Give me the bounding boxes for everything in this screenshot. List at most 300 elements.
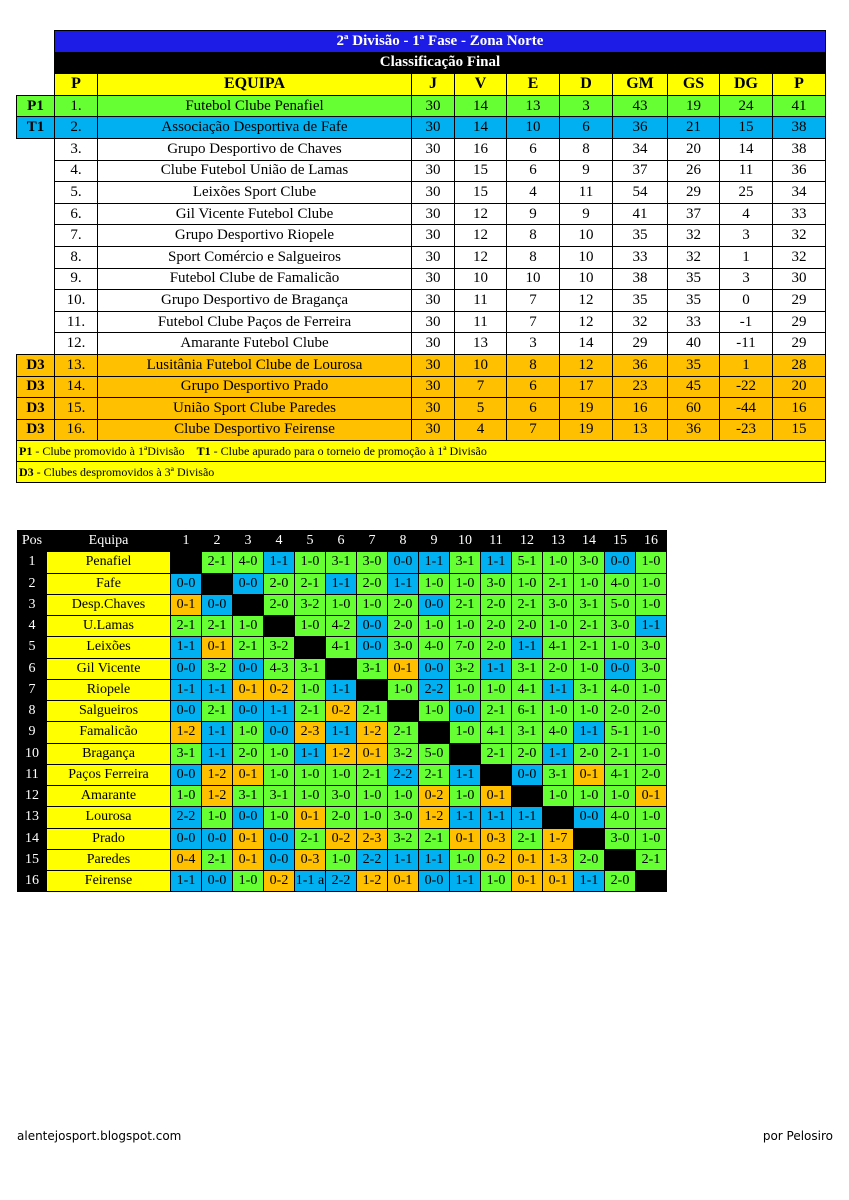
- match-result-cell: 0-0: [574, 807, 605, 828]
- cell-draws: 10: [507, 268, 560, 290]
- matrix-column-header: 9: [419, 531, 450, 552]
- matrix-position: 14: [18, 828, 47, 849]
- cell-goals-for: 33: [613, 246, 668, 268]
- cell-wins: 4: [455, 419, 507, 441]
- match-result-cell: 0-4: [171, 849, 202, 870]
- cell-goals-against: 45: [668, 376, 720, 398]
- match-result-cell: 2-0: [264, 594, 295, 615]
- cell-wins: 14: [455, 117, 507, 139]
- match-result-cell: 4-2: [326, 616, 357, 637]
- cell-wins: 15: [455, 182, 507, 204]
- match-result-cell: 0-1: [233, 849, 264, 870]
- cell-position: 7.: [55, 225, 98, 247]
- match-result-cell: 4-1: [543, 637, 574, 658]
- match-result-cell: 1-0: [636, 722, 667, 743]
- match-result-cell: 0-1: [202, 637, 233, 658]
- standings-row: [17, 290, 826, 312]
- match-result-cell: 1-1: [326, 722, 357, 743]
- status-tag: D3: [17, 398, 55, 420]
- cell-wins: 14: [455, 95, 507, 117]
- match-result-cell: 0-1: [233, 828, 264, 849]
- matrix-team: Desp.Chaves: [47, 594, 171, 615]
- matrix-row: [18, 722, 667, 743]
- match-result-cell: 2-0: [264, 573, 295, 594]
- match-result-cell: 1-1: [481, 552, 512, 573]
- match-result-cell: 4-1: [326, 637, 357, 658]
- cell-losses: 17: [560, 376, 613, 398]
- standings-row: [17, 246, 826, 268]
- match-result-cell: 1-1: [202, 743, 233, 764]
- cell-played: 30: [412, 268, 455, 290]
- cell-draws: 6: [507, 138, 560, 160]
- matrix-column-header: 16: [636, 531, 667, 552]
- match-result-cell: 3-1: [171, 743, 202, 764]
- cell-team: Grupo Desportivo de Chaves: [98, 138, 412, 160]
- standings-row: [17, 182, 826, 204]
- match-result-cell: 2-2: [171, 807, 202, 828]
- cell-wins: 5: [455, 398, 507, 420]
- cell-draws: 8: [507, 354, 560, 376]
- match-result-cell: 0-1: [512, 871, 543, 892]
- standings-row: [17, 398, 826, 420]
- match-result-cell: 0-1: [574, 764, 605, 785]
- matrix-team: Leixões: [47, 637, 171, 658]
- legend-row: [17, 441, 826, 462]
- match-result-cell: 2-2: [326, 871, 357, 892]
- matrix-team: Salgueiros: [47, 701, 171, 722]
- match-result-cell: 1-1: [543, 679, 574, 700]
- cell-goals-for: 13: [613, 419, 668, 441]
- cell-losses: 10: [560, 268, 613, 290]
- match-result-cell: 0-1: [295, 807, 326, 828]
- matrix-position: 16: [18, 871, 47, 892]
- standings-title: 2ª Divisão - 1ª Fase - Zona Norte: [55, 31, 826, 53]
- match-result-cell: 2-1: [419, 828, 450, 849]
- match-result-cell: 1-0: [388, 786, 419, 807]
- match-result-cell: 0-2: [326, 701, 357, 722]
- cell-goals-against: 36: [668, 419, 720, 441]
- match-result-cell: 1-0: [605, 786, 636, 807]
- footer-site: alentejosport.blogspot.com: [17, 1129, 182, 1143]
- cell-points: 29: [773, 290, 826, 312]
- matrix-self-cell: [388, 701, 419, 722]
- match-result-cell: 2-0: [605, 871, 636, 892]
- cell-points: 33: [773, 203, 826, 225]
- match-result-cell: 1-0: [357, 807, 388, 828]
- matrix-self-cell: [202, 573, 233, 594]
- match-result-cell: 1-0: [636, 594, 667, 615]
- cell-played: 30: [412, 160, 455, 182]
- cell-team: Gil Vicente Futebol Clube: [98, 203, 412, 225]
- match-result-cell: 3-1: [326, 552, 357, 573]
- cell-goal-difference: 1: [720, 354, 773, 376]
- match-result-cell: 3-0: [636, 658, 667, 679]
- matrix-row: [18, 807, 667, 828]
- cell-goals-against: 37: [668, 203, 720, 225]
- cell-goals-for: 41: [613, 203, 668, 225]
- cell-goal-difference: 4: [720, 203, 773, 225]
- matrix-row: [18, 637, 667, 658]
- cell-draws: 9: [507, 203, 560, 225]
- match-result-cell: 0-0: [202, 871, 233, 892]
- cell-position: 11.: [55, 311, 98, 333]
- standings-row: [17, 268, 826, 290]
- match-result-cell: 0-0: [388, 552, 419, 573]
- cell-goals-against: 20: [668, 138, 720, 160]
- cell-goals-against: 26: [668, 160, 720, 182]
- matrix-self-cell: [295, 637, 326, 658]
- cell-goals-for: 36: [613, 117, 668, 139]
- matrix-row: [18, 786, 667, 807]
- cell-played: 30: [412, 290, 455, 312]
- cell-losses: 19: [560, 398, 613, 420]
- matrix-pos-header: Pos: [18, 531, 47, 552]
- match-result-cell: 1-2: [419, 807, 450, 828]
- cell-goals-against: 35: [668, 268, 720, 290]
- matrix-column-header: 12: [512, 531, 543, 552]
- cell-losses: 12: [560, 311, 613, 333]
- matrix-position: 6: [18, 658, 47, 679]
- cell-played: 30: [412, 376, 455, 398]
- match-result-cell: 1-0: [543, 552, 574, 573]
- match-result-cell: 3-0: [481, 573, 512, 594]
- matrix-team: Lourosa: [47, 807, 171, 828]
- match-result-cell: 1-0: [450, 573, 481, 594]
- cell-losses: 8: [560, 138, 613, 160]
- cell-losses: 11: [560, 182, 613, 204]
- match-result-cell: 5-0: [419, 743, 450, 764]
- cell-losses: 19: [560, 419, 613, 441]
- match-result-cell: 1-0: [264, 743, 295, 764]
- matrix-self-cell: [419, 722, 450, 743]
- cell-position: 4.: [55, 160, 98, 182]
- match-result-cell: 2-0: [605, 701, 636, 722]
- match-result-cell: 4-0: [233, 552, 264, 573]
- matrix-row: [18, 701, 667, 722]
- match-result-cell: 1-1: [326, 679, 357, 700]
- matrix-column-header: 2: [202, 531, 233, 552]
- match-result-cell: 1-0: [636, 807, 667, 828]
- match-result-cell: 2-1: [574, 616, 605, 637]
- header-played: J: [412, 74, 455, 96]
- cell-wins: 7: [455, 376, 507, 398]
- matrix-position: 7: [18, 679, 47, 700]
- standings-row: [17, 117, 826, 139]
- legend-promotion: P1 - Clube promovido à 1ªDivisão T1 - Clube apurado para o torneio de promoção à 1ª Divisão: [17, 441, 826, 462]
- match-result-cell: 2-1: [357, 764, 388, 785]
- match-result-cell: 1-1: [388, 573, 419, 594]
- match-result-cell: 1-0: [233, 722, 264, 743]
- cell-points: 16: [773, 398, 826, 420]
- match-result-cell: 3-1: [295, 658, 326, 679]
- cell-draws: 4: [507, 182, 560, 204]
- matrix-row: [18, 849, 667, 870]
- match-result-cell: 0-0: [264, 828, 295, 849]
- match-result-cell: 3-1: [264, 786, 295, 807]
- cell-wins: 12: [455, 225, 507, 247]
- cell-wins: 13: [455, 333, 507, 355]
- cell-played: 30: [412, 311, 455, 333]
- match-result-cell: 1-0: [481, 871, 512, 892]
- cell-goal-difference: -44: [720, 398, 773, 420]
- match-result-cell: 0-0: [357, 616, 388, 637]
- matrix-team: U.Lamas: [47, 616, 171, 637]
- matrix-team: Prado: [47, 828, 171, 849]
- match-result-cell: 1-0: [264, 764, 295, 785]
- match-result-cell: 2-0: [326, 807, 357, 828]
- cell-losses: 12: [560, 290, 613, 312]
- cell-points: 29: [773, 333, 826, 355]
- matrix-row: [18, 871, 667, 892]
- match-result-cell: 1-1: [512, 637, 543, 658]
- cell-draws: 13: [507, 95, 560, 117]
- match-result-cell: 1-1: [450, 871, 481, 892]
- cell-goal-difference: 24: [720, 95, 773, 117]
- match-result-cell: 6-1: [512, 701, 543, 722]
- match-result-cell: 3-2: [202, 658, 233, 679]
- matrix-row: [18, 828, 667, 849]
- matrix-row: [18, 552, 667, 573]
- cell-goal-difference: 11: [720, 160, 773, 182]
- cell-played: 30: [412, 398, 455, 420]
- cell-goal-difference: -23: [720, 419, 773, 441]
- match-result-cell: 1-0: [419, 573, 450, 594]
- cell-points: 32: [773, 225, 826, 247]
- match-result-cell: 2-0: [543, 658, 574, 679]
- cell-team: Clube Desportivo Feirense: [98, 419, 412, 441]
- matrix-row: [18, 594, 667, 615]
- header-draws: E: [507, 74, 560, 96]
- cell-team: Clube Futebol União de Lamas: [98, 160, 412, 182]
- cell-played: 30: [412, 225, 455, 247]
- match-result-cell: 0-1: [450, 828, 481, 849]
- cell-draws: 7: [507, 311, 560, 333]
- match-result-cell: 2-0: [357, 573, 388, 594]
- match-result-cell: 1-1: [481, 658, 512, 679]
- match-result-cell: 3-1: [543, 764, 574, 785]
- cell-goals-for: 43: [613, 95, 668, 117]
- match-result-cell: 2-1: [171, 616, 202, 637]
- match-result-cell: 4-1: [605, 764, 636, 785]
- header-goals-against: GS: [668, 74, 720, 96]
- matrix-column-header: 10: [450, 531, 481, 552]
- match-result-cell: 4-0: [605, 573, 636, 594]
- cell-draws: 8: [507, 225, 560, 247]
- match-result-cell: 0-1: [171, 594, 202, 615]
- match-result-cell: 2-1: [419, 764, 450, 785]
- match-result-cell: 3-2: [264, 637, 295, 658]
- matrix-self-cell: [605, 849, 636, 870]
- cell-goals-against: 60: [668, 398, 720, 420]
- cell-played: 30: [412, 246, 455, 268]
- matrix-position: 2: [18, 573, 47, 594]
- match-result-cell: 2-1: [295, 573, 326, 594]
- cell-points: 28: [773, 354, 826, 376]
- match-result-cell: 0-1: [512, 849, 543, 870]
- cell-losses: 6: [560, 117, 613, 139]
- match-result-cell: 1-0: [636, 573, 667, 594]
- match-result-cell: 3-0: [605, 616, 636, 637]
- match-result-cell: 2-1: [202, 616, 233, 637]
- cell-goals-for: 38: [613, 268, 668, 290]
- match-result-cell: 1-0: [171, 786, 202, 807]
- match-result-cell: 1-0: [450, 722, 481, 743]
- match-result-cell: 1-0: [326, 849, 357, 870]
- match-result-cell: 2-1: [357, 701, 388, 722]
- match-result-cell: 3-1: [512, 722, 543, 743]
- match-result-cell: 2-2: [419, 679, 450, 700]
- match-result-cell: 3-0: [388, 637, 419, 658]
- match-result-cell: 4-0: [543, 722, 574, 743]
- match-result-cell: 1-0: [450, 679, 481, 700]
- match-result-cell: 5-1: [512, 552, 543, 573]
- cell-points: 38: [773, 117, 826, 139]
- match-result-cell: 1-1: [574, 871, 605, 892]
- cell-goals-for: 34: [613, 138, 668, 160]
- match-result-cell: 3-0: [388, 807, 419, 828]
- match-result-cell: 0-0: [233, 658, 264, 679]
- match-result-cell: 0-0: [202, 828, 233, 849]
- match-result-cell: 0-1: [233, 764, 264, 785]
- match-result-cell: 1-0: [326, 764, 357, 785]
- matrix-position: 4: [18, 616, 47, 637]
- matrix-position: 13: [18, 807, 47, 828]
- matrix-team-header: Equipa: [47, 531, 171, 552]
- matrix-column-header: 4: [264, 531, 295, 552]
- match-result-cell: 2-1: [481, 743, 512, 764]
- matrix-self-cell: [264, 616, 295, 637]
- cell-losses: 10: [560, 225, 613, 247]
- cell-losses: 9: [560, 160, 613, 182]
- matrix-self-cell: [357, 679, 388, 700]
- matrix-position: 11: [18, 764, 47, 785]
- cell-goals-against: 35: [668, 354, 720, 376]
- cell-wins: 12: [455, 203, 507, 225]
- cell-position: 16.: [55, 419, 98, 441]
- match-result-cell: 0-0: [512, 764, 543, 785]
- match-result-cell: 4-0: [605, 807, 636, 828]
- match-result-cell: 4-0: [419, 637, 450, 658]
- cell-goals-against: 21: [668, 117, 720, 139]
- matrix-row: [18, 743, 667, 764]
- match-result-cell: 1-0: [543, 786, 574, 807]
- match-result-cell: 1-0: [605, 637, 636, 658]
- match-result-cell: 2-0: [481, 637, 512, 658]
- match-result-cell: 1-0: [450, 849, 481, 870]
- cell-draws: 3: [507, 333, 560, 355]
- cell-team: Futebol Clube Paços de Ferreira: [98, 311, 412, 333]
- match-result-cell: 3-0: [543, 594, 574, 615]
- match-result-cell: 3-2: [295, 594, 326, 615]
- matrix-team: Penafiel: [47, 552, 171, 573]
- matrix-self-cell: [574, 828, 605, 849]
- matrix-row: [18, 658, 667, 679]
- cell-draws: 8: [507, 246, 560, 268]
- cell-goals-for: 29: [613, 333, 668, 355]
- results-matrix: [17, 530, 667, 892]
- cell-draws: 6: [507, 160, 560, 182]
- matrix-self-cell: [481, 764, 512, 785]
- match-result-cell: 1-0: [512, 573, 543, 594]
- match-result-cell: 2-1: [233, 637, 264, 658]
- match-result-cell: 1-0: [636, 679, 667, 700]
- match-result-cell: 1-0: [574, 786, 605, 807]
- matrix-column-header: 1: [171, 531, 202, 552]
- standings-row: [17, 203, 826, 225]
- match-result-cell: 3-2: [388, 743, 419, 764]
- match-result-cell: 0-1: [543, 871, 574, 892]
- match-result-cell: 3-1: [357, 658, 388, 679]
- match-result-cell: 1-1: [481, 807, 512, 828]
- cell-position: 12.: [55, 333, 98, 355]
- match-result-cell: 1-1: [636, 616, 667, 637]
- cell-goal-difference: 14: [720, 138, 773, 160]
- match-result-cell: 0-1: [636, 786, 667, 807]
- match-result-cell: 1-2: [326, 743, 357, 764]
- match-result-cell: 2-1: [202, 701, 233, 722]
- match-result-cell: 1-2: [202, 786, 233, 807]
- match-result-cell: 2-1: [574, 637, 605, 658]
- match-result-cell: 0-2: [481, 849, 512, 870]
- match-result-cell: 1-0: [295, 552, 326, 573]
- cell-goals-against: 32: [668, 246, 720, 268]
- match-result-cell: 2-1: [636, 849, 667, 870]
- cell-goals-against: 33: [668, 311, 720, 333]
- cell-points: 34: [773, 182, 826, 204]
- match-result-cell: 2-0: [512, 616, 543, 637]
- cell-team: Futebol Clube Penafiel: [98, 95, 412, 117]
- matrix-column-header: 7: [357, 531, 388, 552]
- cell-position: 1.: [55, 95, 98, 117]
- status-tag: T1: [17, 117, 55, 139]
- matrix-column-header: 6: [326, 531, 357, 552]
- matrix-team: Riopele: [47, 679, 171, 700]
- match-result-cell: 0-0: [171, 573, 202, 594]
- match-result-cell: 2-1: [202, 552, 233, 573]
- match-result-cell: 0-1: [388, 658, 419, 679]
- cell-position: 15.: [55, 398, 98, 420]
- match-result-cell: 2-3: [295, 722, 326, 743]
- cell-goals-against: 35: [668, 290, 720, 312]
- cell-goals-for: 35: [613, 225, 668, 247]
- cell-losses: 9: [560, 203, 613, 225]
- cell-position: 5.: [55, 182, 98, 204]
- matrix-position: 15: [18, 849, 47, 870]
- match-result-cell: 0-0: [264, 849, 295, 870]
- cell-goal-difference: 3: [720, 225, 773, 247]
- match-result-cell: 1-0: [295, 786, 326, 807]
- match-result-cell: 1-0: [357, 594, 388, 615]
- match-result-cell: 0-0: [605, 552, 636, 573]
- match-result-cell: 1-0: [295, 616, 326, 637]
- cell-wins: 16: [455, 138, 507, 160]
- cell-position: 9.: [55, 268, 98, 290]
- match-result-cell: 4-1: [512, 679, 543, 700]
- match-result-cell: 1-1: [171, 679, 202, 700]
- match-result-cell: 1-0: [574, 573, 605, 594]
- cell-points: 29: [773, 311, 826, 333]
- cell-goals-against: 40: [668, 333, 720, 355]
- status-tag: P1: [17, 95, 55, 117]
- matrix-self-cell: [326, 658, 357, 679]
- cell-team: Sport Comércio e Salgueiros: [98, 246, 412, 268]
- matrix-position: 1: [18, 552, 47, 573]
- cell-wins: 15: [455, 160, 507, 182]
- match-result-cell: 0-0: [171, 658, 202, 679]
- matrix-self-cell: [450, 743, 481, 764]
- match-result-cell: 1-0: [543, 701, 574, 722]
- match-result-cell: 1-0: [233, 871, 264, 892]
